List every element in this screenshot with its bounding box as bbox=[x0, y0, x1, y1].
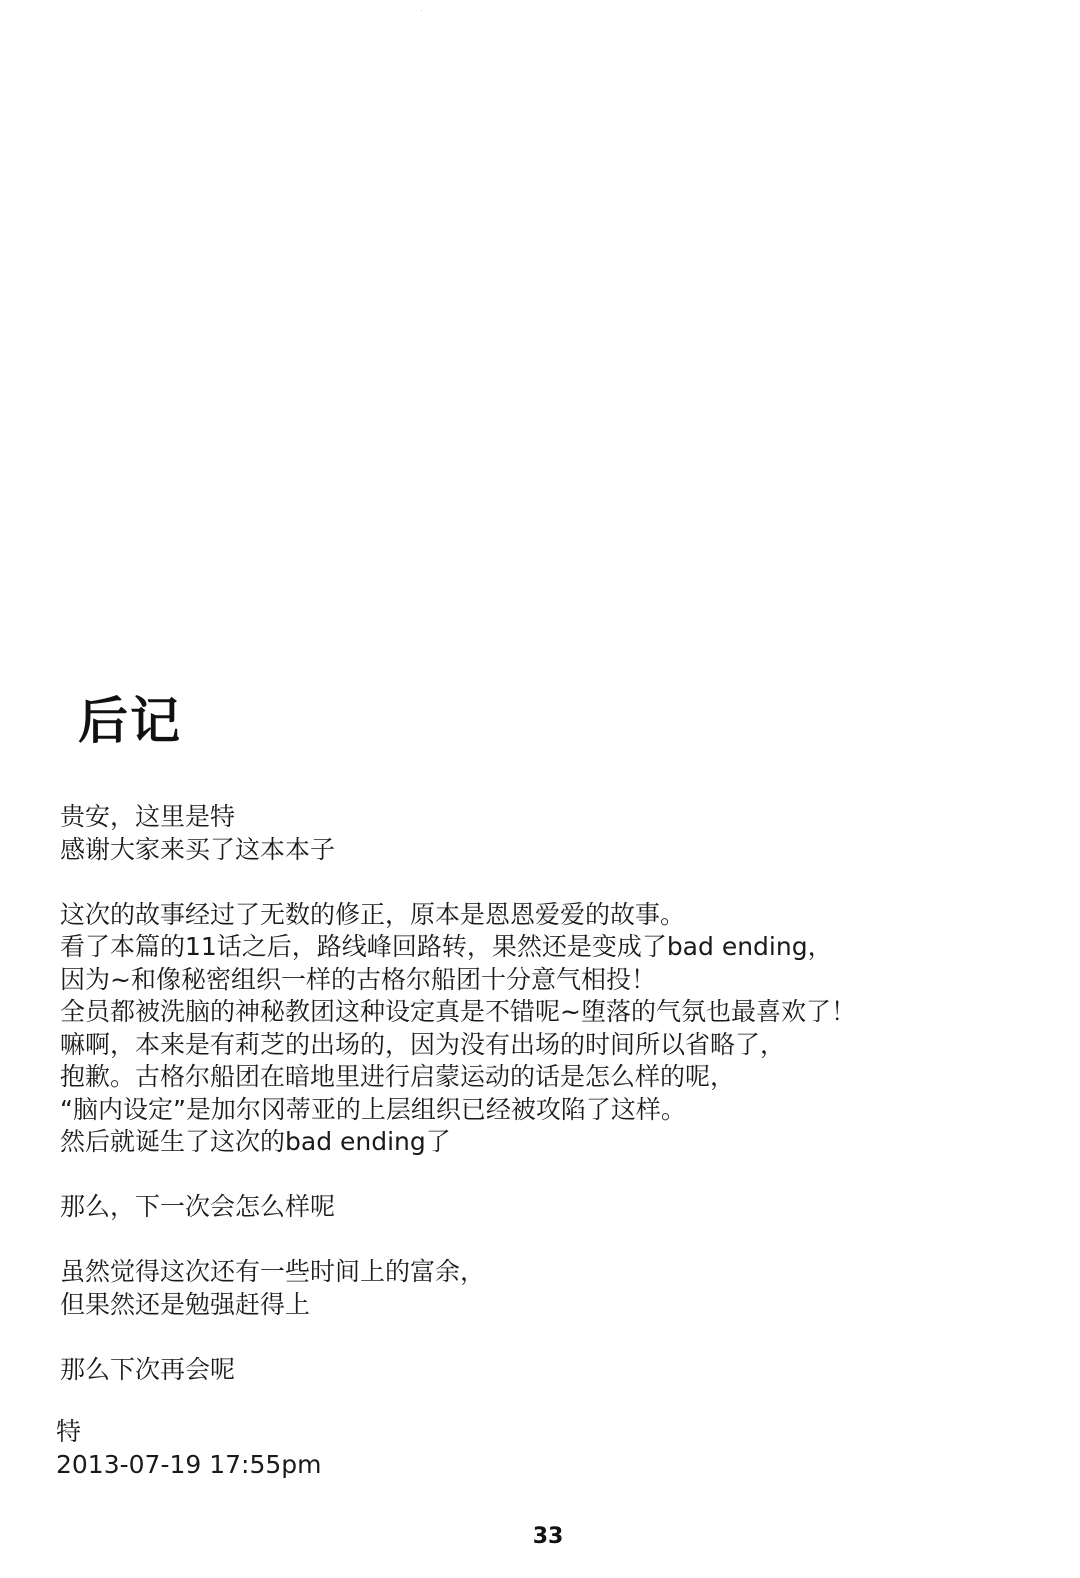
text-line: 那么，下一次会怎么样呢 bbox=[60, 1192, 336, 1221]
page-number: 33 bbox=[532, 1524, 564, 1549]
paragraph-gap bbox=[60, 1321, 1020, 1354]
scan-speck bbox=[421, 10, 422, 11]
text-line: 看了本篇的11话之后，路线峰回路转，果然还是变成了bad ending， bbox=[60, 932, 833, 961]
author-name: 特 bbox=[56, 1417, 82, 1446]
text-line: 但果然还是勉强赶得上 bbox=[60, 1289, 311, 1319]
text-line: 这次的故事经过了无数的修正，原本是恩恩爱爱的故事。 bbox=[60, 899, 686, 929]
text-line: 抱歉。古格尔船团在暗地里进行启蒙运动的话是怎么样的呢， bbox=[60, 1062, 736, 1091]
text-line: 贵安，这里是特 bbox=[60, 802, 236, 831]
text-line: 嘛啊，本来是有莉芝的出场的，因为没有出场的时间所以省略了， bbox=[60, 1029, 786, 1059]
afterword-body bbox=[60, 801, 1020, 1386]
text-line: 那么下次再会呢 bbox=[60, 1354, 236, 1384]
paragraph-gap bbox=[60, 1159, 1020, 1192]
text-line: 然后就诞生了这次的bad ending了 bbox=[60, 1127, 451, 1156]
signature-block bbox=[56, 1415, 322, 1481]
text-line: 虽然觉得这次还有一些时间上的富余， bbox=[60, 1257, 486, 1286]
page-title: 后记 bbox=[78, 692, 182, 750]
text-line: 因为~和像秘密组织一样的古格尔船团十分意气相投！ bbox=[60, 964, 656, 994]
paragraph-gap bbox=[60, 866, 1020, 899]
paragraph-gap bbox=[60, 1224, 1020, 1257]
text-line: 感谢大家来买了这本本子 bbox=[60, 834, 336, 864]
text-line: “脑内设定”是加尔冈蒂亚的上层组织已经被攻陷了这样。 bbox=[60, 1094, 686, 1124]
timestamp: 2013-07-19 17:55pm bbox=[56, 1450, 322, 1479]
text-line: 全员都被洗脑的神秘教团这种设定真是不错呢~堕落的气氛也最喜欢了！ bbox=[60, 997, 856, 1026]
